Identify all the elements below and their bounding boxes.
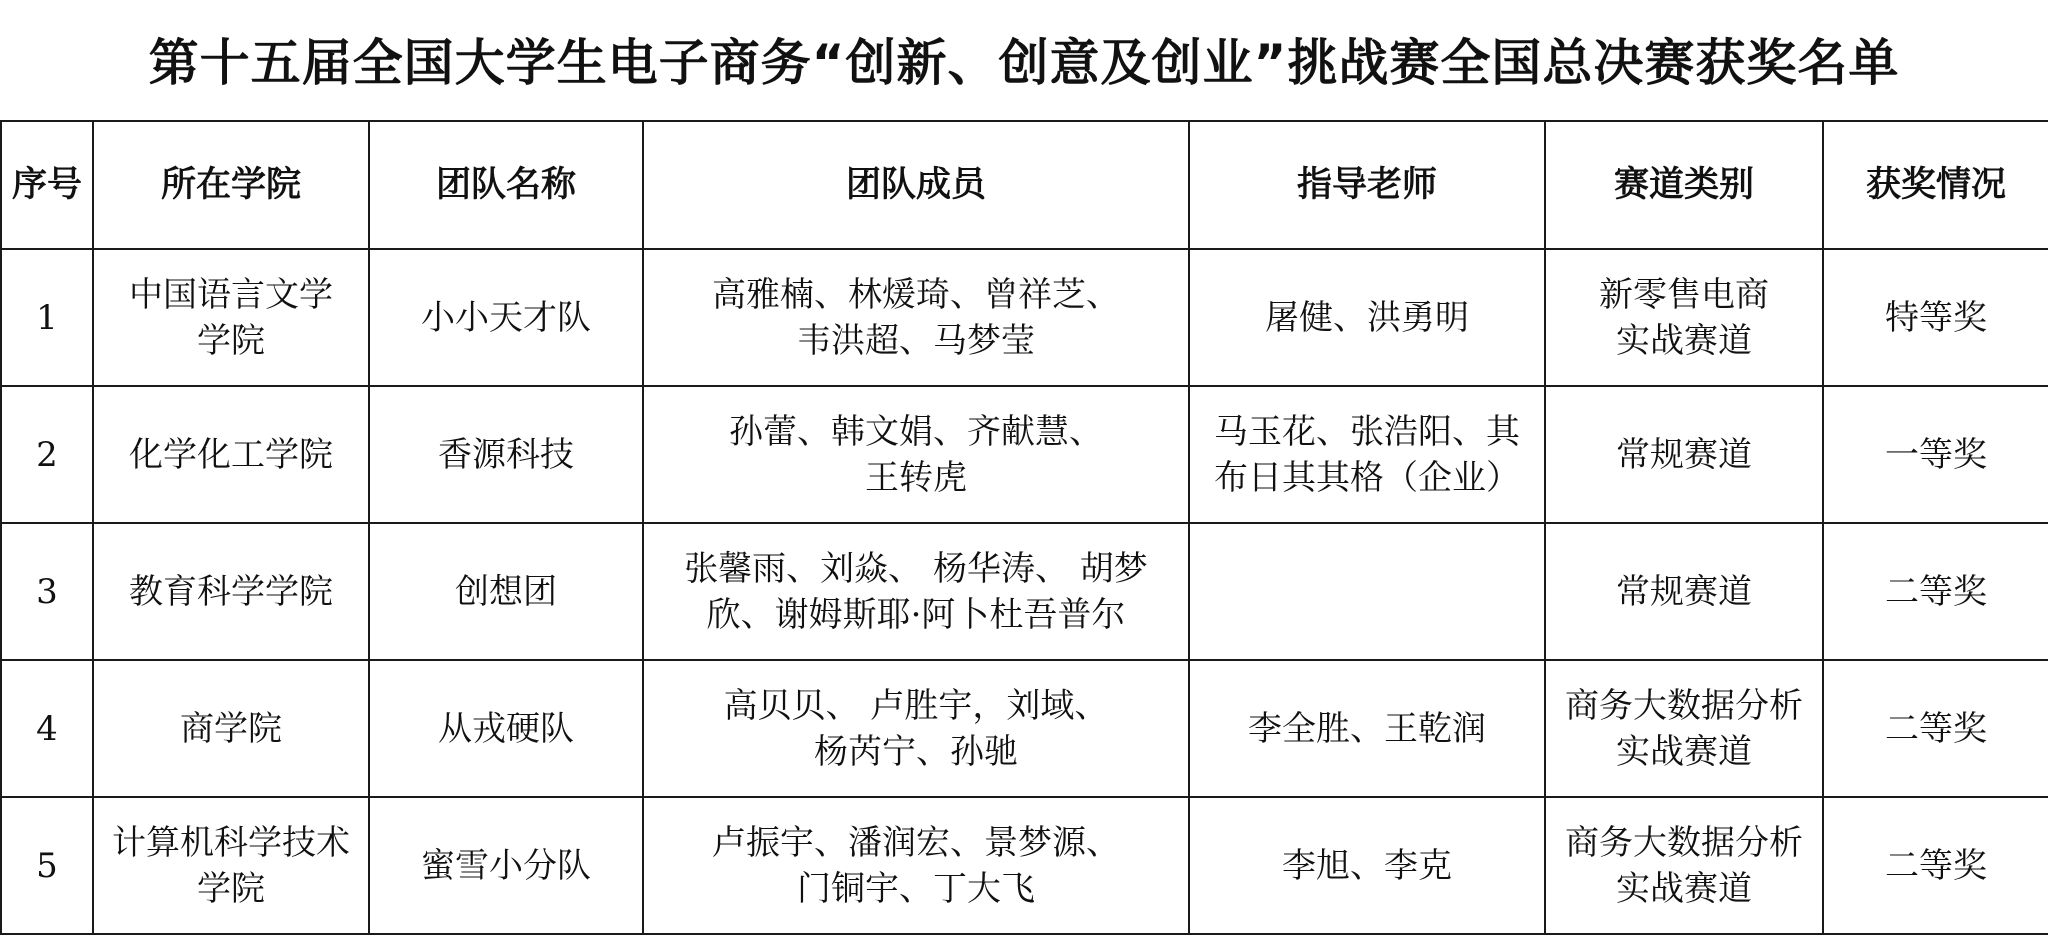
cell-advisor bbox=[1189, 249, 1545, 386]
cell-award-text: 特等奖 bbox=[1885, 297, 1987, 338]
cell-award-text: 二等奖 bbox=[1885, 708, 1987, 749]
header-team-members: 团队成员 bbox=[643, 121, 1189, 249]
cell-members bbox=[643, 523, 1189, 660]
cell-award-text: 一等奖 bbox=[1885, 434, 1987, 475]
cell-track-text: 商务大数据分析 实战赛道 bbox=[1565, 685, 1803, 772]
cell-advisor-text: 马玉花、张浩阳、其 布日其其格（企业） bbox=[1214, 411, 1520, 498]
cell-team-text: 香源科技 bbox=[438, 434, 574, 475]
table-row bbox=[1, 797, 2048, 934]
cell-index bbox=[1, 249, 93, 386]
cell-award bbox=[1823, 523, 2048, 660]
cell-track bbox=[1545, 249, 1823, 386]
cell-award bbox=[1823, 249, 2048, 386]
cell-index bbox=[1, 797, 93, 934]
cell-college-text: 教育科学学院 bbox=[129, 571, 333, 612]
table-row bbox=[1, 249, 2048, 386]
cell-team bbox=[369, 386, 643, 523]
header-college: 所在学院 bbox=[93, 121, 369, 249]
cell-advisor bbox=[1189, 386, 1545, 523]
cell-members-text: 孙蕾、韩文娟、齐献慧、 王转虎 bbox=[729, 411, 1103, 498]
cell-college-text: 商学院 bbox=[180, 708, 282, 749]
cell-college bbox=[93, 797, 369, 934]
cell-members bbox=[643, 386, 1189, 523]
cell-award-text: 二等奖 bbox=[1885, 571, 1987, 612]
cell-members-text: 卢振宇、潘润宏、景梦源、 门铜宇、丁大飞 bbox=[712, 822, 1120, 909]
cell-members-text: 高贝贝、 卢胜宇，刘域、 杨芮宁、孙驰 bbox=[723, 685, 1109, 772]
cell-members-text: 高雅楠、林煖琦、曾祥芝、 韦洪超、马梦莹 bbox=[712, 274, 1120, 361]
header-award: 获奖情况 bbox=[1823, 121, 2048, 249]
cell-index-text: 2 bbox=[36, 434, 58, 475]
cell-college bbox=[93, 660, 369, 797]
cell-team-text: 创想团 bbox=[455, 571, 557, 612]
header-index: 序号 bbox=[1, 121, 93, 249]
table-row bbox=[1, 386, 2048, 523]
cell-members bbox=[643, 249, 1189, 386]
cell-advisor-text: 李全胜、王乾润 bbox=[1248, 708, 1486, 749]
cell-track-text: 商务大数据分析 实战赛道 bbox=[1565, 822, 1803, 909]
cell-advisor bbox=[1189, 797, 1545, 934]
cell-track-text: 常规赛道 bbox=[1616, 571, 1752, 612]
cell-college bbox=[93, 249, 369, 386]
cell-track-text: 常规赛道 bbox=[1616, 434, 1752, 475]
cell-team-text: 小小天才队 bbox=[421, 297, 591, 338]
cell-team-text: 从戎硬队 bbox=[438, 708, 574, 749]
cell-track bbox=[1545, 386, 1823, 523]
cell-advisor bbox=[1189, 660, 1545, 797]
cell-members bbox=[643, 660, 1189, 797]
cell-track bbox=[1545, 797, 1823, 934]
cell-members bbox=[643, 797, 1189, 934]
cell-team-text: 蜜雪小分队 bbox=[421, 845, 591, 886]
award-table bbox=[0, 120, 2048, 935]
cell-award bbox=[1823, 797, 2048, 934]
cell-index-text: 1 bbox=[36, 297, 58, 338]
header-team-name: 团队名称 bbox=[369, 121, 643, 249]
cell-college-text: 化学化工学院 bbox=[129, 434, 333, 475]
table-row bbox=[1, 660, 2048, 797]
cell-index-text: 5 bbox=[36, 845, 58, 886]
page-title: 第十五届全国大学生电子商务“创新、创意及创业”挑战赛全国总决赛获奖名单 bbox=[148, 34, 1900, 92]
header-advisor: 指导老师 bbox=[1189, 121, 1545, 249]
cell-track-text: 新零售电商 实战赛道 bbox=[1599, 274, 1769, 361]
cell-advisor bbox=[1189, 523, 1545, 660]
cell-award-text: 二等奖 bbox=[1885, 845, 1987, 886]
cell-index bbox=[1, 523, 93, 660]
table-header-row bbox=[1, 121, 2048, 249]
cell-index-text: 4 bbox=[36, 708, 58, 749]
cell-index bbox=[1, 386, 93, 523]
cell-team bbox=[369, 249, 643, 386]
table-row bbox=[1, 523, 2048, 660]
cell-track bbox=[1545, 523, 1823, 660]
cell-award bbox=[1823, 386, 2048, 523]
cell-college-text: 中国语言文学 学院 bbox=[129, 274, 333, 361]
cell-team bbox=[369, 660, 643, 797]
cell-team bbox=[369, 797, 643, 934]
cell-advisor-text: 屠健、洪勇明 bbox=[1265, 297, 1469, 338]
cell-members-text: 张馨雨、刘焱、 杨华涛、 胡梦 欣、谢姆斯耶·阿卜杜吾普尔 bbox=[684, 548, 1148, 635]
cell-award bbox=[1823, 660, 2048, 797]
cell-college bbox=[93, 386, 369, 523]
cell-college bbox=[93, 523, 369, 660]
cell-team bbox=[369, 523, 643, 660]
cell-index-text: 3 bbox=[36, 571, 58, 612]
cell-track bbox=[1545, 660, 1823, 797]
cell-advisor-text: 李旭、李克 bbox=[1282, 845, 1452, 886]
cell-college-text: 计算机科学技术 学院 bbox=[112, 822, 350, 909]
header-track: 赛道类别 bbox=[1545, 121, 1823, 249]
cell-index bbox=[1, 660, 93, 797]
